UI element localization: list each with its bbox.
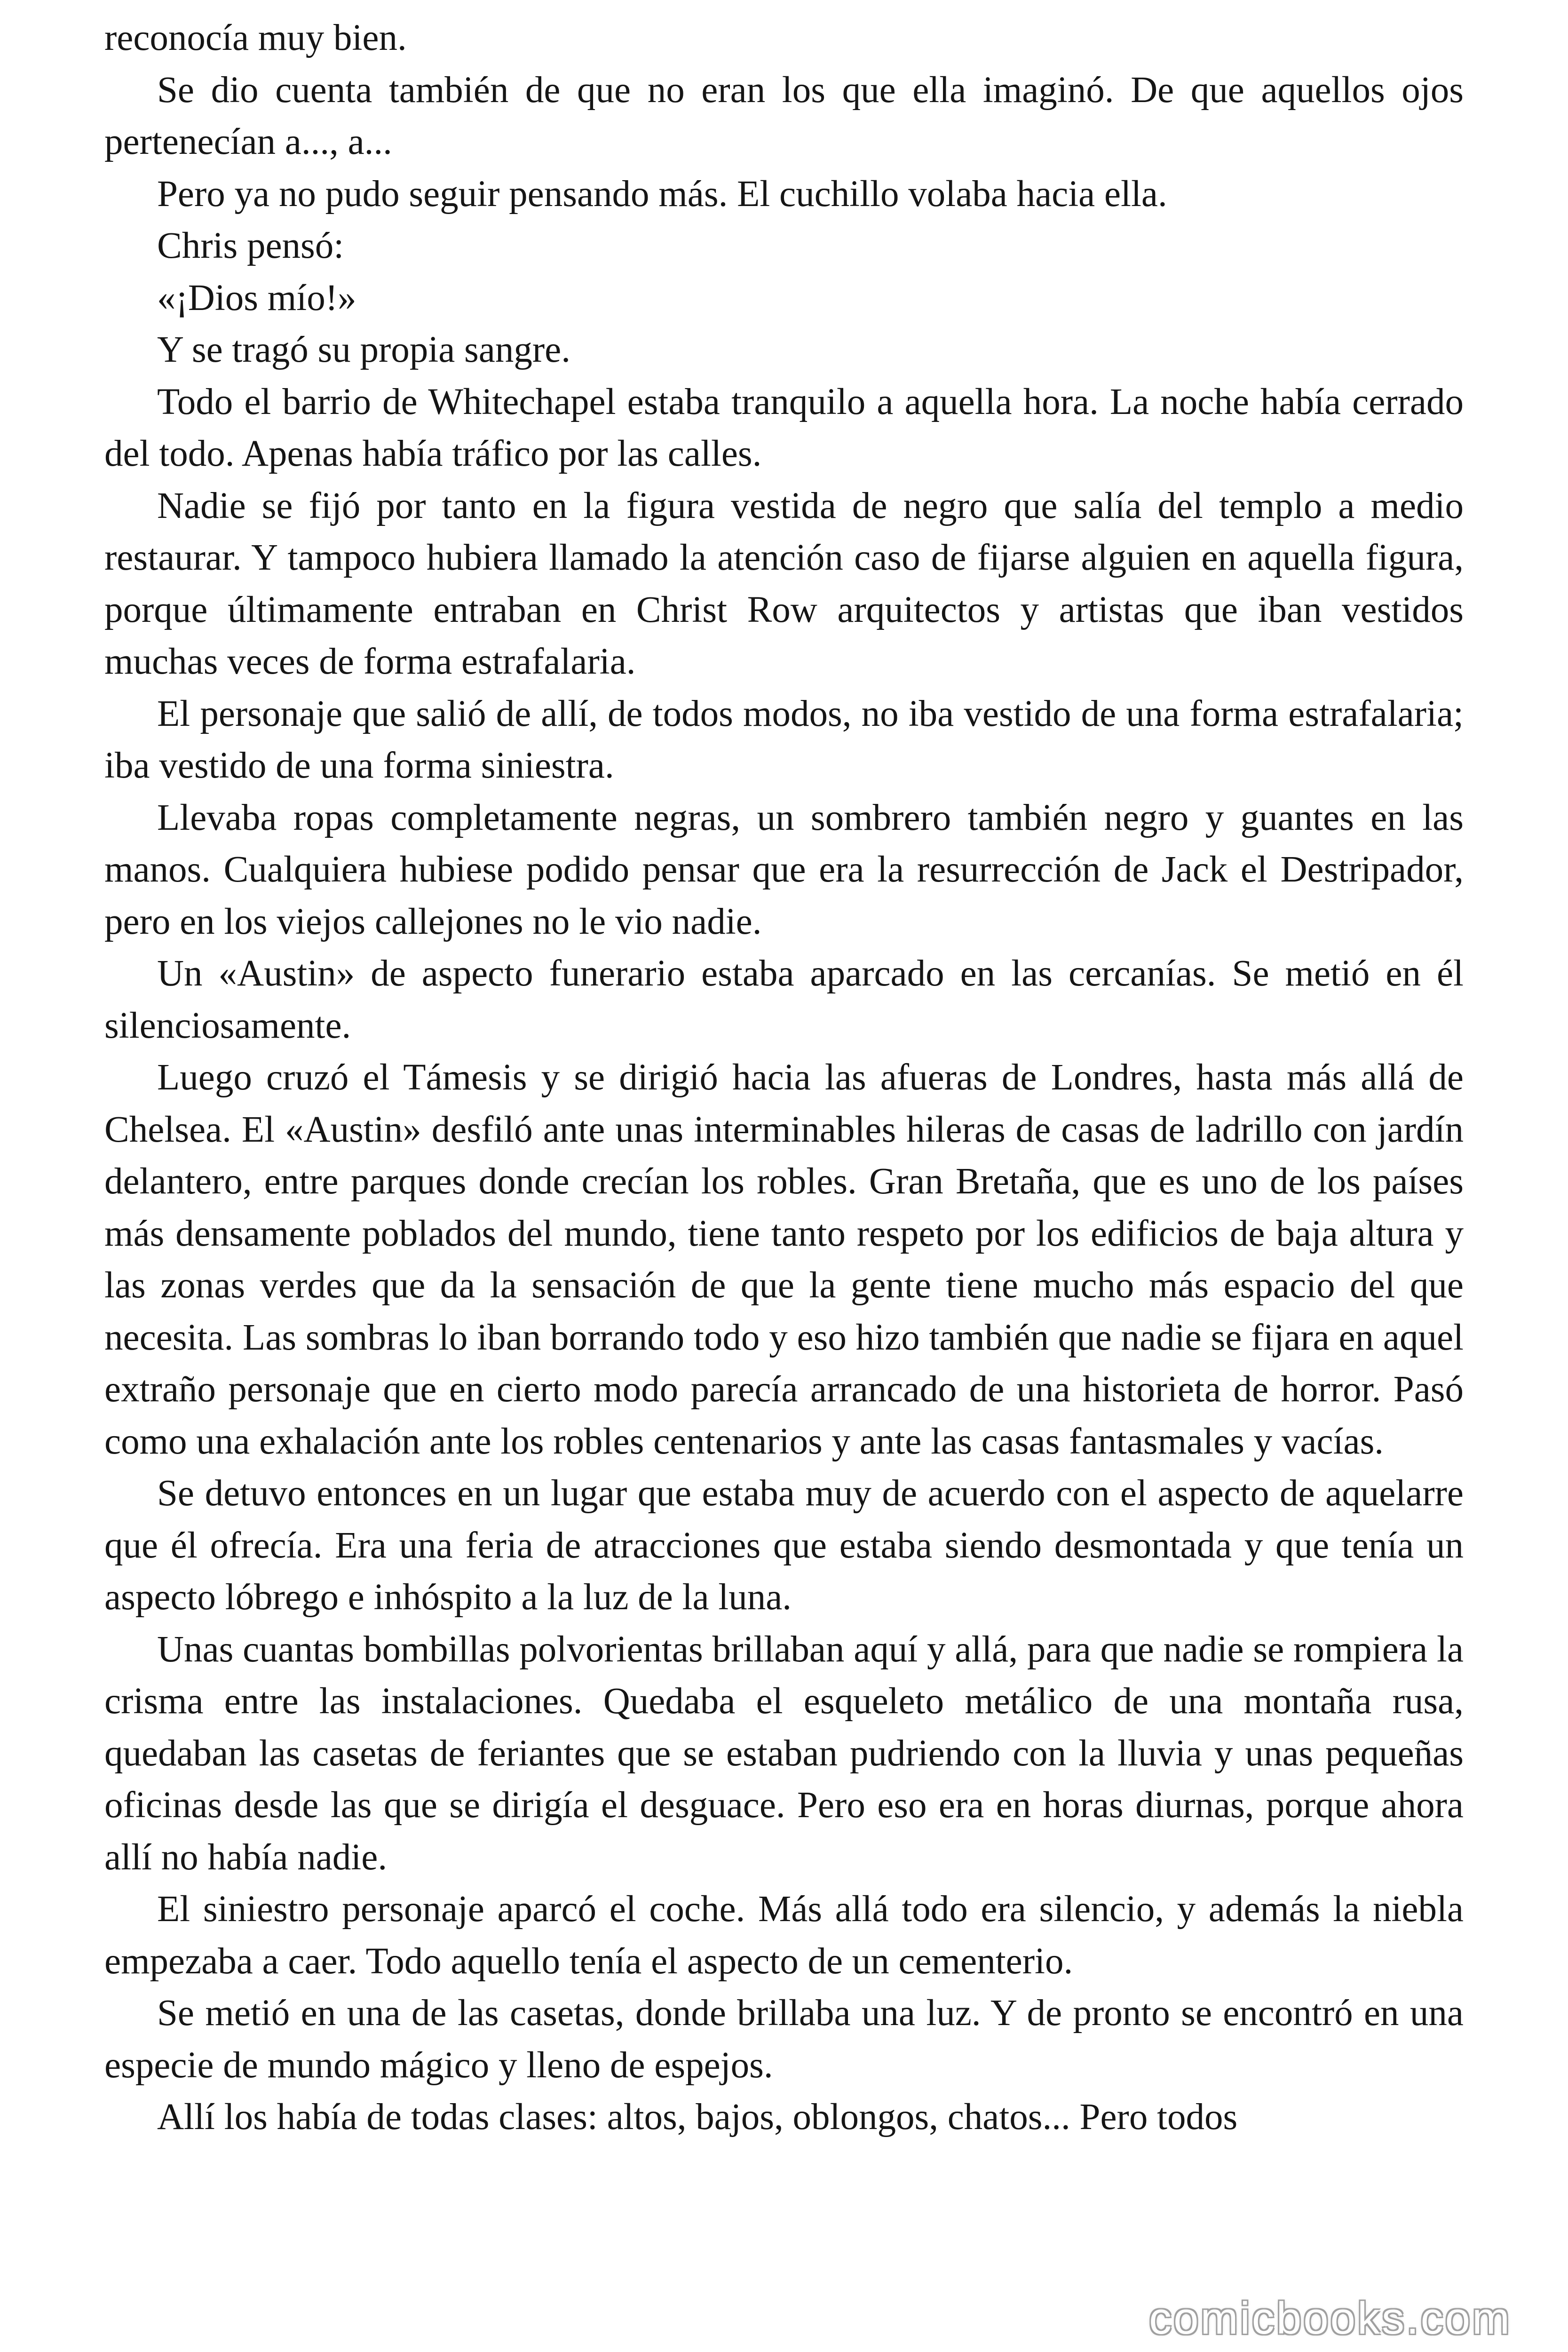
paragraph-8: Nadie se fijó por tanto en la figura vestida de negro que salía del templo a medio restaurar. Y tampoco hubiera llamado la atención caso de fijarse alguien en aquella figura, porque últimamente entraban en Christ Row arquitectos y artistas que iban vestidos muchas veces de forma estrafalaria. [104,485,1464,682]
paragraph-5: «¡Dios mío!» [157,277,356,318]
watermark-logo: comicbooks.com [1149,2293,1512,2344]
paragraph-15: El siniestro personaje aparcó el coche. Más allá todo era silencio, y además la niebla empezaba a caer. Todo aquello tenía el aspecto de un cementerio. [104,1889,1464,1982]
paragraph-14: Unas cuantas bombillas polvorientas brillaban aquí y allá, para que nadie se rompiera la crisma entre las instalaciones. Quedaba el esqueleto metálico de una montaña rusa, quedaban las casetas de feriantes que se estaban pudriendo con la lluvia y unas pequeñas oficinas desde las que se dirigía el desguace. Pero eso era en horas diurnas, porque ahora allí no había nadie. [104,1629,1464,1878]
paragraph-16: Se metió en una de las casetas, donde brillaba una luz. Y de pronto se encontró en una especie de mundo mágico y lleno de espejos. [104,1993,1464,2086]
paragraph-4: Chris pensó: [157,225,344,266]
paragraph-9: El personaje que salió de allí, de todos modos, no iba vestido de una forma estrafalaria; iba vestido de una forma siniestra. [104,693,1464,786]
paragraph-11: Un «Austin» de aspecto funerario estaba aparcado en las cercanías. Se metió en él silenciosamente. [104,953,1464,1046]
paragraph-1: reconocía muy bien. [104,17,407,58]
paragraph-17: Allí los había de todas clases: altos, bajos, oblongos, chatos... Pero todos [157,2097,1238,2137]
page-body [104,12,1464,2144]
paragraph-2: Se dio cuenta también de que no eran los que ella imaginó. De que aquellos ojos pertenecían a..., a... [104,69,1464,162]
paragraph-7: Todo el barrio de Whitechapel estaba tranquilo a aquella hora. La noche había cerrado del todo. Apenas había tráfico por las calles. [104,381,1464,474]
paragraph-10: Llevaba ropas completamente negras, un sombrero también negro y guantes en las manos. Cualquiera hubiese podido pensar que era la resurrección de Jack el Destripador, pero en los viejos callejones no le vio nadie. [104,797,1464,942]
paragraph-13: Se detuvo entonces en un lugar que estaba muy de acuerdo con el aspecto de aquelarre que él ofrecía. Era una feria de atracciones que estaba siendo desmontada y que tenía un aspecto lóbrego e inhóspito a la luz de la luna. [104,1473,1464,1618]
paragraph-3: Pero ya no pudo seguir pensando más. El cuchillo volaba hacia ella. [157,173,1167,215]
paragraph-6: Y se tragó su propia sangre. [157,329,570,370]
paragraph-12: Luego cruzó el Támesis y se dirigió hacia las afueras de Londres, hasta más allá de Chelsea. El «Austin» desfiló ante unas interminables hileras de casas de ladrillo con jardín delantero, entre parques donde crecían los robles. Gran Bretaña, que es uno de los países más densamente poblados del mundo, tiene tanto respeto por los edificios de baja altura y las zonas verdes que da la sensación de que la gente tiene mucho más espacio del que necesita. Las sombras lo iban borrando todo y eso hizo también que nadie se fijara en aquel extraño personaje que en cierto modo parecía arrancado de una historieta de horror. Pasó como una exhalación ante los robles centenarios y ante las casas fantasmales y vacías. [104,1057,1464,1462]
